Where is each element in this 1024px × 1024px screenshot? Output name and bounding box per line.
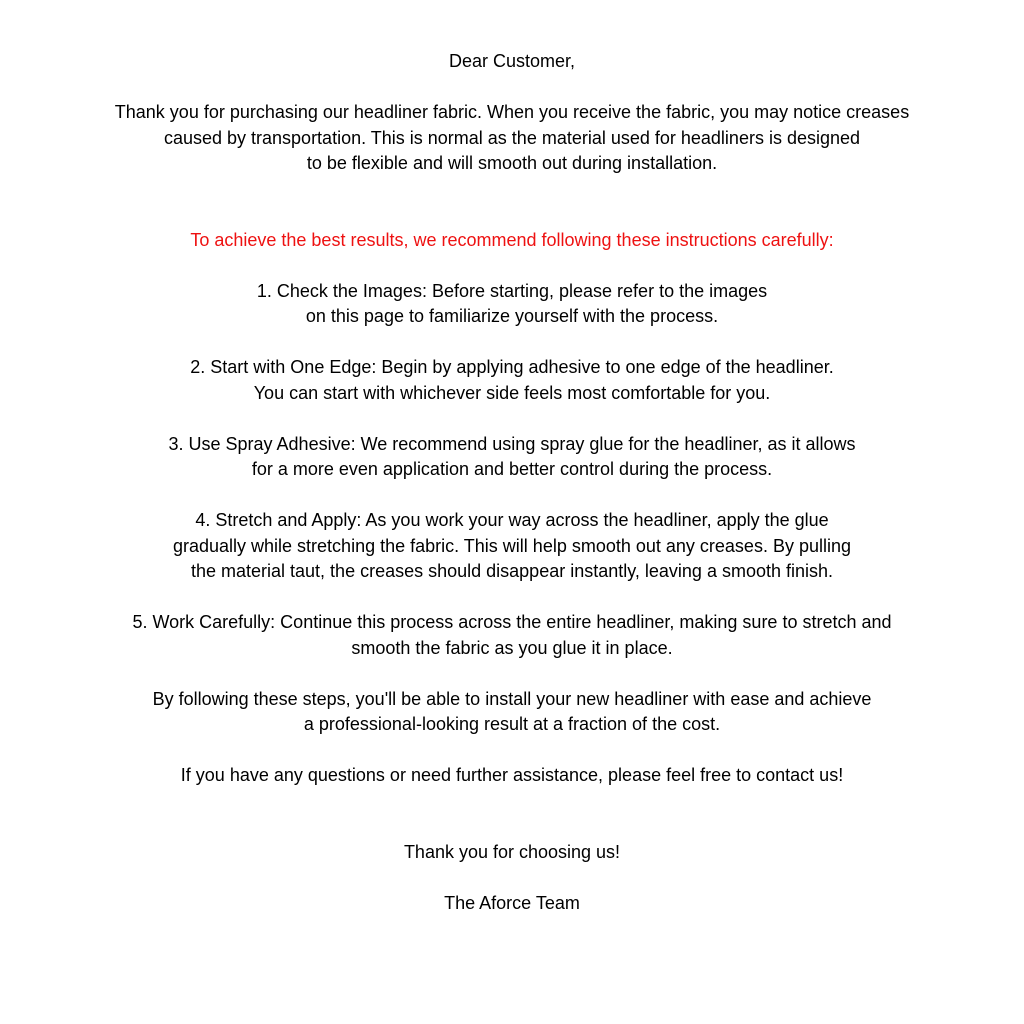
step-line: 3. Use Spray Adhesive: We recommend using spray glue for the headliner, as it allows bbox=[168, 433, 856, 454]
step-line: 4. Stretch and Apply: As you work your way across the headliner, apply the glue bbox=[195, 510, 829, 530]
step-1-check-images bbox=[0, 279, 1024, 330]
signature: The Aforce Team bbox=[444, 892, 580, 913]
step-3-use-spray-adhesive bbox=[0, 432, 1024, 483]
step-line: gradually while stretching the fabric. This will help smooth out any creases. By pulling bbox=[172, 535, 851, 556]
benefit-line: By following these steps, you'll be able to install your new headliner with ease and achieve bbox=[152, 688, 872, 709]
benefit-paragraph bbox=[0, 687, 1024, 738]
intro-line: caused by transportation. This is normal as the material used for headliners is designed bbox=[163, 127, 861, 148]
instructions-notice: To achieve the best results, we recommend following these instructions carefully: bbox=[190, 229, 834, 250]
step-line: 5. Work Carefully: Continue this process across the entire headliner, making sure to stretch and bbox=[132, 612, 892, 632]
intro-line: Thank you for purchasing our headliner fabric. When you receive the fabric, you may notice creases bbox=[114, 102, 910, 122]
step-line: the material taut, the creases should disappear instantly, leaving a smooth finish. bbox=[190, 561, 834, 581]
thanks-line: Thank you for choosing us! bbox=[403, 841, 621, 862]
step-5-work-carefully bbox=[0, 610, 1024, 661]
contact-line: If you have any questions or need further assistance, please feel free to contact us! bbox=[180, 765, 844, 785]
step-line: You can start with whichever side feels most comfortable for you. bbox=[253, 382, 771, 403]
step-line: 2. Start with One Edge: Begin by applying adhesive to one edge of the headliner. bbox=[190, 357, 834, 377]
intro-line: to be flexible and will smooth out during installation. bbox=[306, 153, 718, 173]
step-line: for a more even application and better control during the process. bbox=[251, 459, 773, 479]
step-line: 1. Check the Images: Before starting, please refer to the images bbox=[256, 280, 768, 301]
salutation: Dear Customer, bbox=[448, 51, 576, 71]
step-4-stretch-and-apply bbox=[0, 508, 1024, 585]
step-2-start-with-one-edge bbox=[0, 355, 1024, 406]
intro-paragraph bbox=[0, 100, 1024, 177]
benefit-line: a professional-looking result at a fraction of the cost. bbox=[303, 714, 721, 734]
step-line: smooth the fabric as you glue it in place. bbox=[351, 637, 673, 658]
step-line: on this page to familiarize yourself with the process. bbox=[305, 306, 719, 326]
